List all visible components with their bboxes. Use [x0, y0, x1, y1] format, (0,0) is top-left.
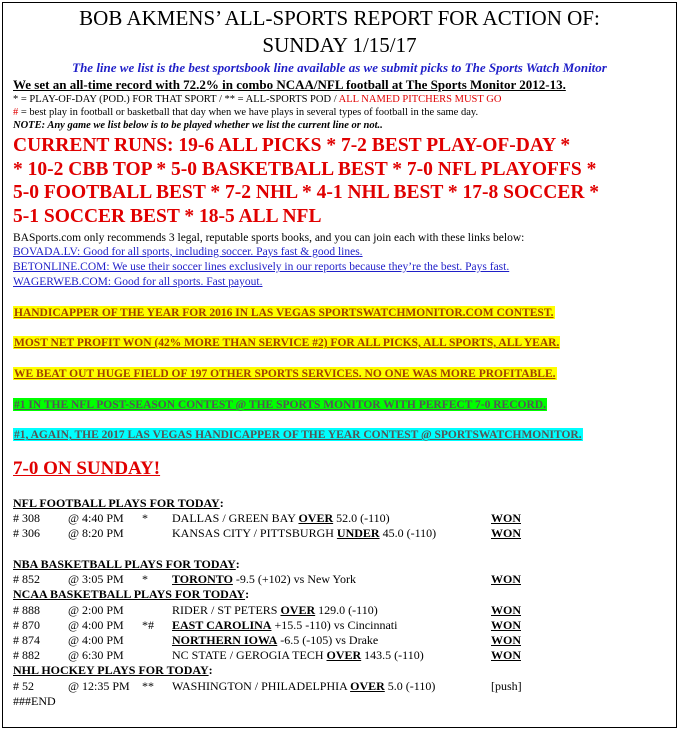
ncaa-heading-text: NCAA BASKETBALL PLAYS FOR TODAY — [13, 587, 246, 601]
highlight-nfl-postseason: #1 IN THE NFL POST-SEASON CONTEST @ THE SPORTS MONITOR WITH PERFECT 7-0 RECORD. — [14, 399, 546, 411]
pick-description — [172, 526, 436, 541]
pick-result: WON — [491, 526, 521, 540]
game-time: @ 3:05 PM — [68, 572, 124, 586]
table-row — [0, 633, 679, 648]
pick-description — [172, 679, 435, 694]
nhl-heading — [13, 663, 213, 678]
game-time: @ 12:35 PM — [68, 679, 130, 693]
table-row — [0, 648, 679, 663]
pick-description — [172, 511, 390, 526]
end-marker: ###END — [13, 694, 56, 708]
current-runs — [13, 134, 673, 228]
pick-description — [172, 603, 378, 618]
pick-description — [172, 648, 424, 663]
legend-best-play-text: = best play in football or basketball that day when we have plays in several types of football in the same day. — [18, 107, 479, 118]
legend-hash: # — [13, 107, 19, 118]
betonline-link[interactable]: BETONLINE.COM: We use their soccer lines exclusively in our reports because they’re the best. Pays fast. — [13, 261, 510, 273]
pick-side: UNDER — [336, 526, 380, 540]
game-time: @ 2:00 PM — [68, 603, 124, 617]
pick-line: 52.0 (-110) — [333, 511, 390, 525]
table-row — [0, 618, 679, 633]
rotation-number: # 52 — [13, 679, 34, 693]
pick-side: TORONTO — [172, 572, 233, 586]
highlight-handicapper-2016: HANDICAPPER OF THE YEAR FOR 2016 IN LAS VEGAS SPORTSWATCHMONITOR.COM CONTEST. — [14, 307, 554, 319]
highlight-beat-field: WE BEAT OUT HUGE FIELD OF 197 OTHER SPORTS SERVICES. NO ONE WAS MORE PROFITABLE. — [14, 368, 556, 380]
pick-result: WON — [491, 618, 521, 632]
pod-marker: * — [142, 572, 148, 586]
pick-line: 45.0 (-110) — [379, 526, 437, 540]
game-time: @ 4:40 PM — [68, 511, 124, 525]
pick-result: [push] — [491, 679, 522, 693]
pick-matchup: WASHINGTON / PHILADELPHIA — [172, 679, 351, 693]
pick-side: OVER — [280, 603, 316, 617]
pick-line: 129.0 (-110) — [315, 603, 378, 617]
pick-side: EAST CAROLINA — [172, 618, 272, 632]
runs-line: 5-0 FOOTBALL BEST * 7-2 NHL * 4-1 NHL BEST * 17-8 SOCCER * — [13, 182, 600, 203]
legend-best-play — [13, 107, 478, 118]
ncaa-heading-colon: : — [245, 587, 250, 601]
pick-result: WON — [491, 603, 521, 617]
highlight-net-profit: MOST NET PROFIT WON (42% MORE THAN SERVICE #2) FOR ALL PICKS, ALL SPORTS, ALL YEAR. — [14, 337, 560, 349]
legend-pitchers: ALL NAMED PITCHERS MUST GO — [338, 94, 502, 105]
rotation-number: # 306 — [13, 526, 40, 540]
highlight-handicapper-2017: #1, AGAIN, THE 2017 LAS VEGAS HANDICAPPER OF THE YEAR CONTEST @ SPORTSWATCHMONITOR. — [14, 429, 582, 441]
wagerweb-link[interactable]: WAGERWEB.COM: Good for all sports. Fast payout. — [13, 276, 263, 288]
pick-matchup: KANSAS CITY / PITTSBURGH — [172, 526, 337, 540]
table-row — [0, 526, 679, 541]
nfl-heading-text: NFL FOOTBALL PLAYS FOR TODAY — [13, 496, 220, 510]
pick-line: 5.0 (-110) — [384, 679, 436, 693]
ncaa-heading — [13, 587, 249, 602]
rotation-number: # 870 — [13, 618, 40, 632]
game-time: @ 4:00 PM — [68, 633, 124, 647]
nba-heading — [13, 557, 240, 572]
nfl-heading — [13, 496, 224, 511]
pick-line: -9.5 (+102) vs New York — [232, 572, 357, 586]
pick-matchup: NC STATE / GEROGIA TECH — [172, 648, 327, 662]
pick-matchup: RIDER / ST PETERS — [172, 603, 281, 617]
table-row — [0, 603, 679, 618]
pick-result: WON — [491, 648, 521, 662]
record-statement: We set an all-time record with 72.2% in combo NCAA/NFL football at The Sports Monitor 2012-13. — [13, 77, 566, 92]
pod-marker: * — [142, 511, 148, 525]
pick-description — [172, 618, 397, 633]
pick-matchup: DALLAS / GREEN BAY — [172, 511, 299, 525]
tagline: The line we list is the best sportsbook line available as we submit picks to The Sports Watch Monitor — [72, 60, 607, 75]
pick-line: -6.5 (-105) vs Drake — [277, 633, 379, 647]
table-row — [0, 679, 679, 694]
pick-side: OVER — [350, 679, 385, 693]
pick-result: WON — [491, 572, 521, 586]
nhl-heading-colon: : — [208, 663, 213, 677]
note: NOTE: Any game we list below is to be played whether we list the current line or not.. — [13, 120, 383, 131]
nba-heading-text: NBA BASKETBALL PLAYS FOR TODAY — [13, 557, 236, 571]
pick-side: OVER — [326, 648, 362, 662]
table-row — [0, 511, 679, 526]
pick-line: +15.5 -110) vs Cincinnati — [271, 618, 398, 632]
rotation-number: # 308 — [13, 511, 40, 525]
pick-result: WON — [491, 633, 521, 647]
rotation-number: # 874 — [13, 633, 40, 647]
game-time: @ 4:00 PM — [68, 618, 124, 632]
rotation-number: # 852 — [13, 572, 40, 586]
legend-pod-text: * = PLAY-OF-DAY (POD.) FOR THAT SPORT / ** = ALL-SPORTS POD / — [13, 94, 339, 105]
pod-marker: ** — [142, 679, 154, 693]
pod-marker: *# — [142, 618, 154, 632]
nfl-heading-colon: : — [219, 496, 224, 510]
game-time: @ 8:20 PM — [68, 526, 124, 540]
pick-result: WON — [491, 511, 521, 525]
pick-side: NORTHERN IOWA — [172, 633, 278, 647]
rotation-number: # 888 — [13, 603, 40, 617]
pick-line: 143.5 (-110) — [361, 648, 424, 662]
runs-line: 5-1 SOCCER BEST * 18-5 ALL NFL — [13, 205, 322, 227]
report-title: BOB AKMENS’ ALL-SPORTS REPORT FOR ACTION OF: — [79, 6, 600, 30]
table-row — [0, 572, 679, 587]
runs-line: * 10-2 CBB TOP * 5-0 BASKETBALL BEST * 7-0 NFL PLAYOFFS * — [13, 158, 597, 180]
legend-pod — [13, 94, 501, 105]
nhl-heading-text: NHL HOCKEY PLAYS FOR TODAY — [13, 663, 209, 677]
pick-description — [172, 633, 378, 648]
pick-description — [172, 572, 356, 587]
game-time: @ 6:30 PM — [68, 648, 124, 662]
sunday-summary: 7-0 ON SUNDAY! — [13, 458, 161, 479]
report-date: SUNDAY 1/15/17 — [262, 33, 417, 57]
rotation-number: # 882 — [13, 648, 40, 662]
bovada-link[interactable]: BOVADA.LV: Good for all sports, including soccer. Pays fast & good lines. — [13, 246, 363, 258]
runs-line: CURRENT RUNS: 19-6 ALL PICKS * 7-2 BEST PLAY-OF-DAY * — [13, 135, 571, 156]
sportsbook-intro: BASports.com only recommends 3 legal, reputable sports books, and you can join each with these links below: — [13, 232, 525, 244]
pick-side: OVER — [298, 511, 334, 525]
nba-heading-colon: : — [235, 557, 240, 571]
